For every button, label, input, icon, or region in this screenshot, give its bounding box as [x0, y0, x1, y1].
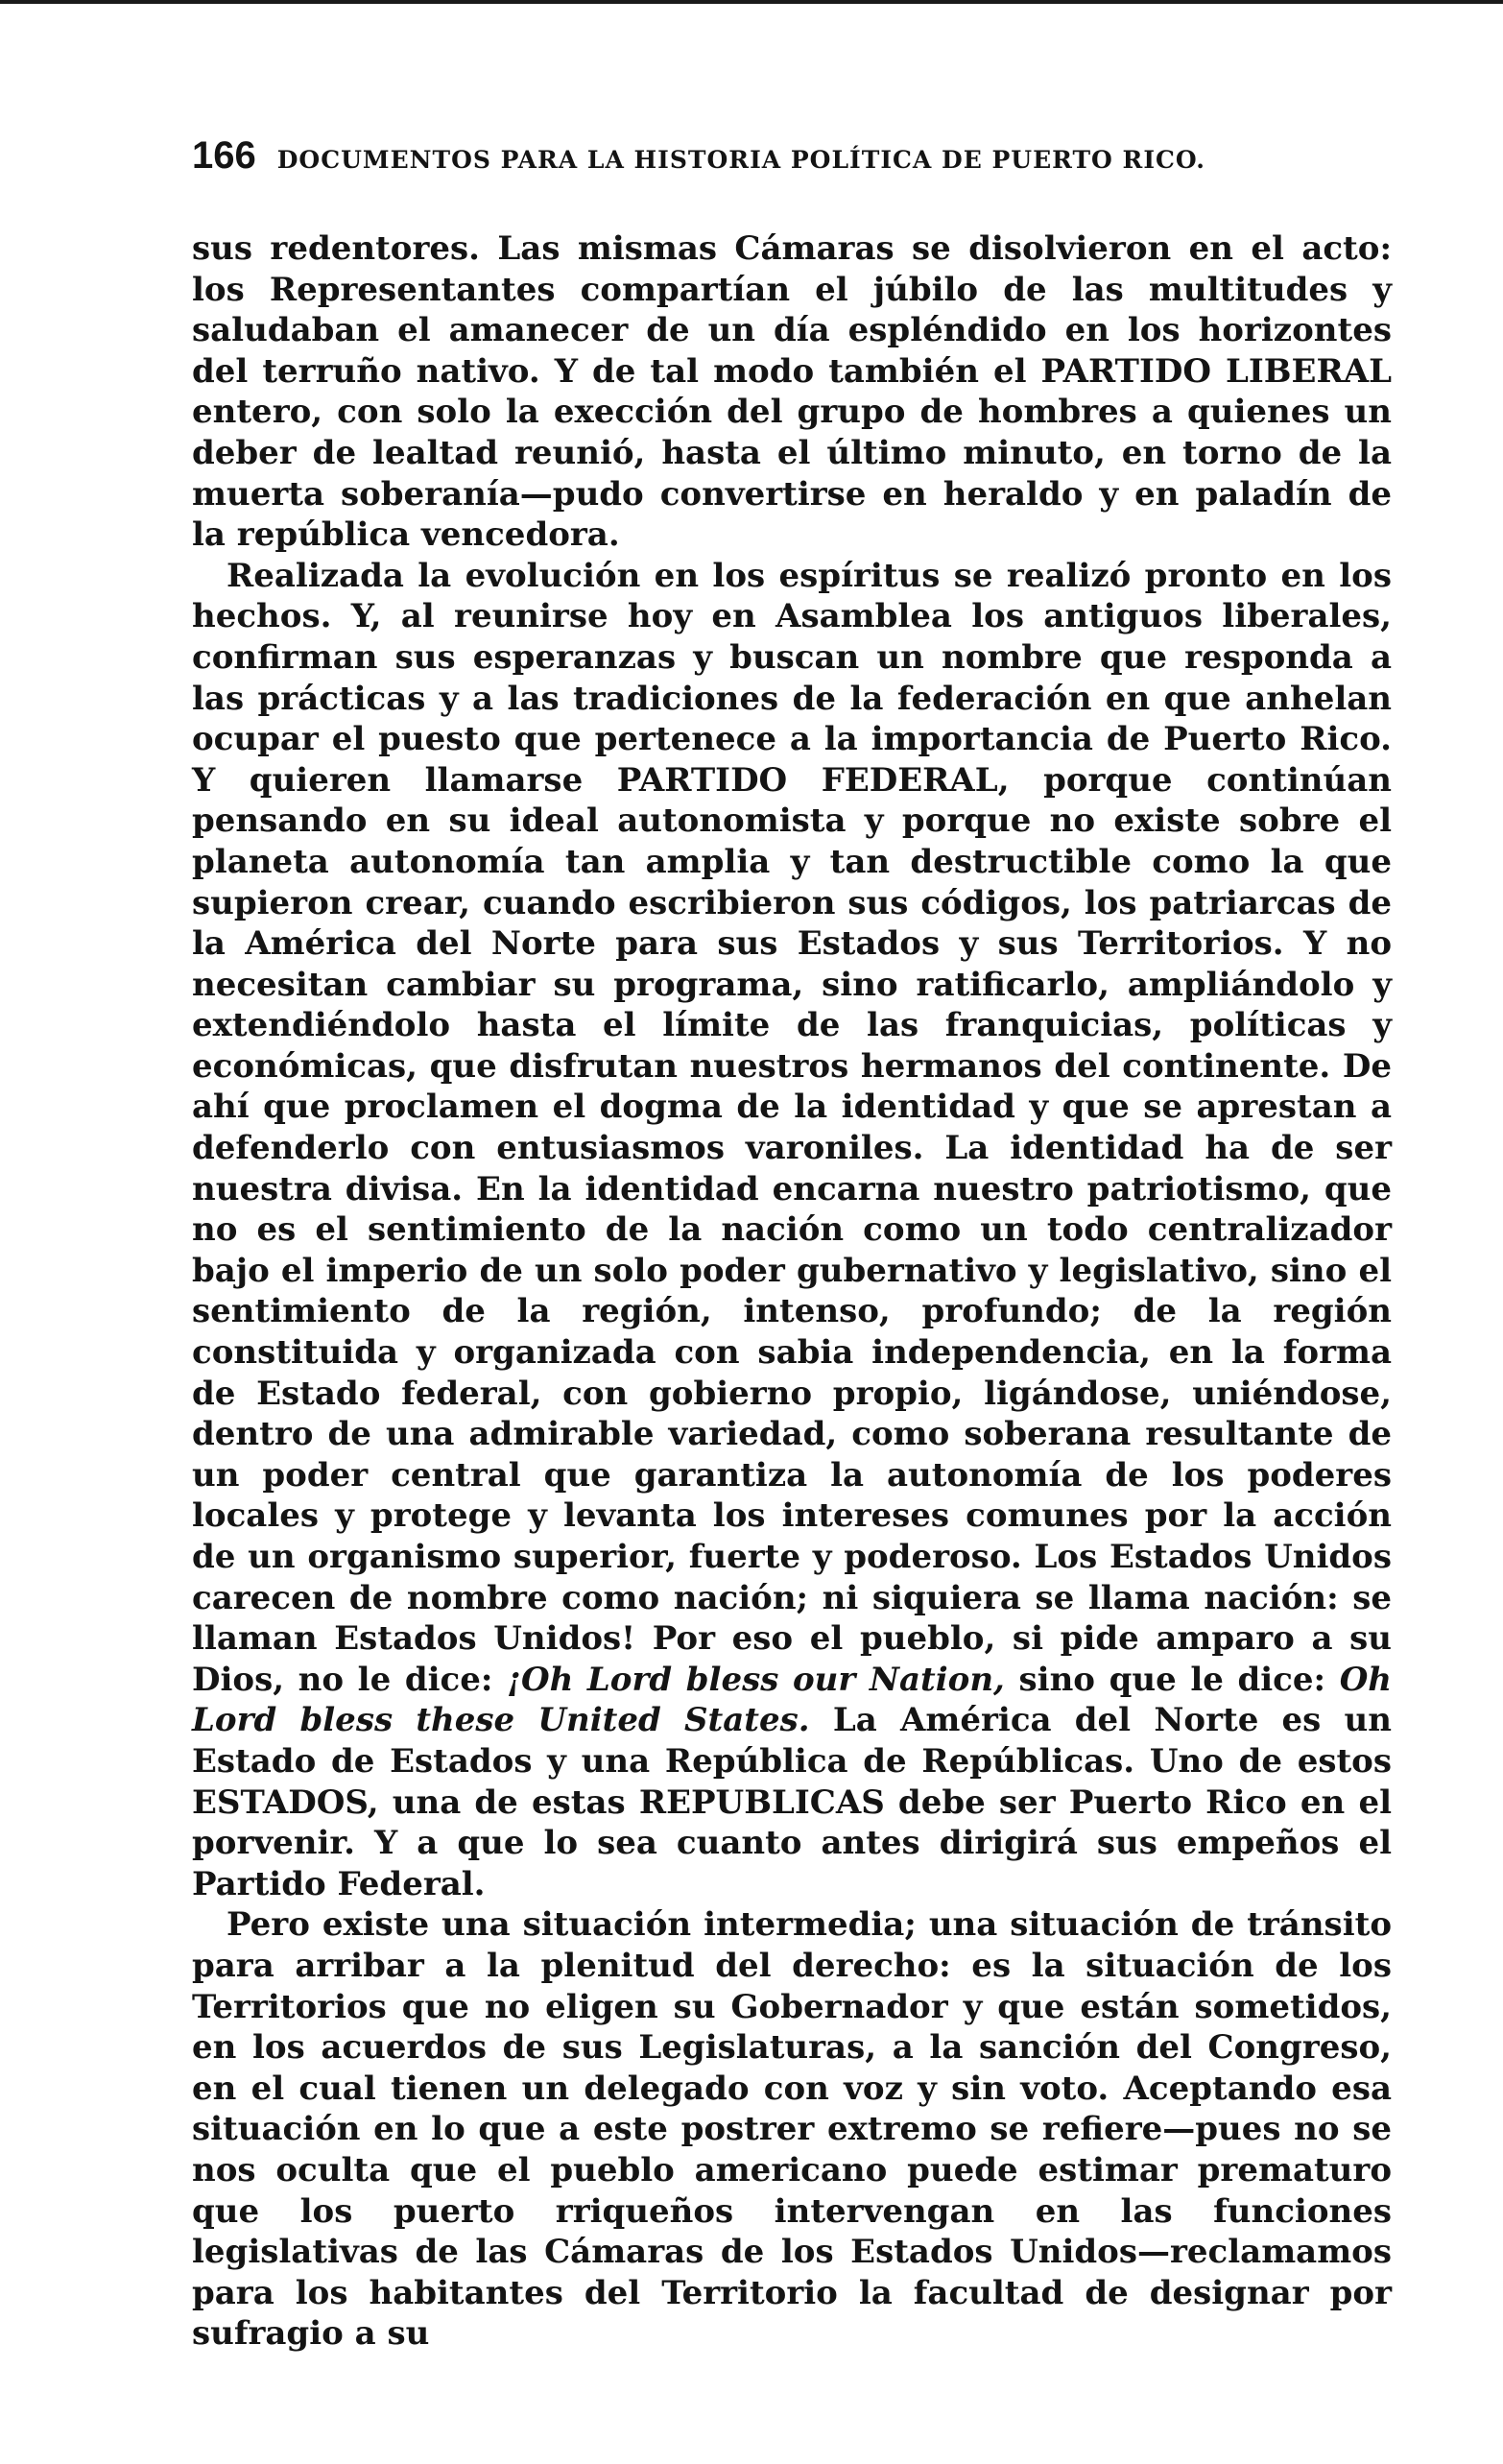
- paragraph-2-text: Realizada la evolución en los espíritus se realizó pronto en los hechos. Y, al reunirse hoy en Asamblea los antiguos liberales, confirman sus esperanzas y buscan un nombre que responda a las prácticas y a las tradiciones de la federación en que anhelan ocupar el puesto que pertenece a la importancia de Puerto Rico. Y quieren llamarse PARTIDO FEDERAL, porque continúan pensando en su ideal autonomista y porque no existe sobre el planeta autonomía tan amplia y tan destructible como la que supieron crear, cuando escribieron sus códigos, los patriarcas de la América del Norte para sus Estados y sus Territorios. Y no necesitan cambiar su programa, sino ratificarlo, ampliándolo y extendiéndolo hasta el límite de las franquicias, políticas y económicas, que disfrutan nuestros hermanos del continente. De ahí que proclamen el dogma de la identidad y que se aprestan a defenderlo con entusiasmos varoniles. La identidad ha de ser nuestra divisa. En la identidad encarna nuestro patriotismo, que no es el sentimiento de la nación como un todo centralizador bajo el imperio de un solo poder gubernativo y legislativo, sino el sentimiento de la región, intenso, profundo; de la región constituida y organizada con sabia independencia, en la forma de Estado federal, con gobierno propio, ligándose, uniéndose, dentro de una admirable variedad, como soberana resultante de un poder central que garantiza la autonomía de los poderes locales y protege y levanta los intereses comunes por la acción de un organismo superior, fuerte y poderoso. Los Estados Unidos carecen de nombre como nación; ni siquiera se llama nación: se llaman Estados Unidos! Por eso el pueblo, si pide amparo a su Dios, no le dice:: [192, 556, 1392, 1699]
- paragraph-2-end: La América del Norte es un Estado de Estados y una República de Repúblicas. Uno de estos ESTADOS, una de estas REPUBLICAS debe ser Puerto Rico en el porvenir. Y a que lo sea cuanto antes dirigirá sus empeños el Partido Federal.: [192, 1701, 1392, 1903]
- running-title: DOCUMENTOS PARA LA HISTORIA POLÍTICA DE PUERTO RICO.: [276, 146, 1205, 174]
- paragraph-1: sus redentores. Las mismas Cámaras se disolvieron en el acto: los Representantes compartían el júbilo de las multitudes y saludaban el amanecer de un día espléndido en los horizontes del terruño nativo. Y de tal modo también el PARTIDO LIBERAL entero, con solo la exección del grupo de hombres a quienes un deber de lealtad reunió, hasta el último minuto, en torno de la muerta soberanía—pudo convertirse en heraldo y en paladín de la república vencedora.: [192, 229, 1392, 555]
- italic-phrase-2: Oh Lord bless these United States.: [192, 1660, 1393, 1740]
- top-rule: [0, 0, 1503, 4]
- page: [192, 134, 1392, 2355]
- running-head: [192, 134, 1392, 192]
- paragraph-3: Pero existe una situación intermedia; una situación de tránsito para arribar a la plenitud del derecho: es la situación de los Territorios que no eligen su Gobernador y que están sometidos, en los acuerdos de sus Legislaturas, a la sanción del Congreso, en el cual tienen un delegado con voz y sin voto. Aceptando esa situación en lo que a este postrer extremo se refiere—pues no se nos oculta que el pueblo americano puede estimar prematuro que los puerto rriqueños intervengan en las funciones legislativas de las Cámaras de los Estados Unidos—reclamamos para los habitantes del Territorio la facultad de designar por sufragio a su: [192, 1905, 1392, 2354]
- page-number: 166: [192, 134, 256, 177]
- paragraph-2-mid: sino que le dice:: [1018, 1660, 1326, 1699]
- body-text: [192, 228, 1392, 2355]
- paragraph-2: [192, 556, 1392, 1905]
- italic-phrase-1: ¡Oh Lord bless our Nation,: [507, 1660, 1005, 1699]
